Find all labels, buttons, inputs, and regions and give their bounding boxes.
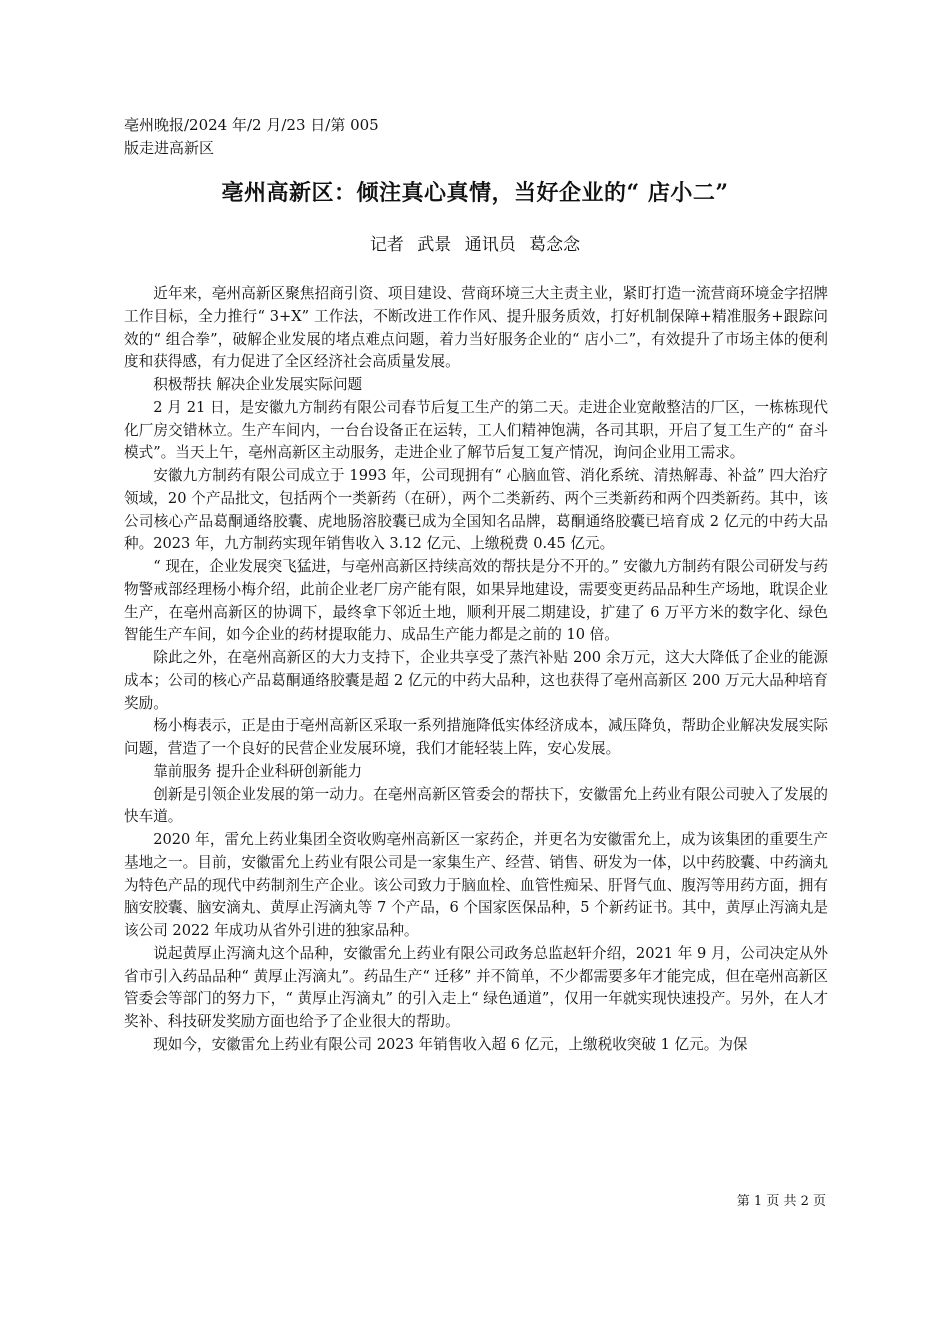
source-line-1: 亳州晚报/2024 年/2 月/23 日/第 005 — [124, 116, 379, 134]
paragraph: 安徽九方制药有限公司成立于 1993 年，公司现拥有“ 心脑血管、消化系统、清热解毒、补益” 四大治疗领域，20 个产品批文，包括两个一类新药（在研），两个二类新药、两个三类新药和两个四类新药。其中，该公司核心产品葛酮通络胶囊、虎地肠溶胶囊已成为全国知名品牌，葛酮通络胶囊已培育成 2 亿元的中药大品种。2023 年，九方制药实现年销售收入 3.12 亿元、上缴税费 0.45 亿元。 — [124, 467, 828, 553]
section-heading: 靠前服务 提升企业科研创新能力 — [153, 762, 363, 780]
page-indicator: 第 1 页 共 2 页 — [736, 1194, 826, 1209]
paragraph: 2020 年，雷允上药业集团全资收购亳州高新区一家药企，并更名为安徽雷允上，成为该集团的重要生产基地之一。目前，安徽雷允上药业有限公司是一家集生产、经营、销售、研发为一体，以中药胶囊、中药滴丸为特色产品的现代中药制剂生产企业。该公司致力于脑血栓、血管性痴呆、肝肾气血、腹泻等用药方面，拥有脑安胶囊、脑安滴丸、黄厚止泻滴丸等 7 个产品，6 个国家医保品种，5 个新药证书。其中，黄厚止泻滴丸是该公司 2022 年成功从省外引进的独家品种。 — [124, 831, 828, 939]
paragraph: 杨小梅表示，正是由于亳州高新区采取一系列措施降低实体经济成本，减压降负，帮助企业解决发展实际问题，营造了一个良好的民营企业发展环境，我们才能轻装上阵，安心发展。 — [124, 717, 828, 757]
source-line-2: 版走进高新区 — [124, 139, 215, 157]
paragraph: 除此之外，在亳州高新区的大力支持下，企业共享受了蒸汽补贴 200 余万元，这大大降低了企业的能源成本；公司的核心产品葛酮通络胶囊是超 2 亿元的中药大品种，这也获得了亳州高新区 200 万元大品种培育奖励。 — [124, 649, 828, 712]
article-byline: 记者 武景 通讯员 葛念念 — [369, 235, 581, 255]
article-body — [124, 283, 828, 1057]
paragraph: 2 月 21 日，是安徽九方制药有限公司春节后复工生产的第二天。走进企业宽敞整洁的厂区，一栋栋现代化厂房交错林立。生产车间内，一台台设备正在运转，工人们精神饱满，各司其职，开启了复工生产的“ 奋斗模式”。当天上午，亳州高新区主动服务，走进企业了解节后复工复产情况，询问企业用工需求。 — [124, 398, 828, 462]
paragraph: 说起黄厚止泻滴丸这个品种，安徽雷允上药业有限公司政务总监赵轩介绍，2021 年 9 月，公司决定从外省市引入药品品种“ 黄厚止泻滴丸”。药品生产“ 迁移” 并不简单，不少都需要多年才能完成，但在亳州高新区管委会等部门的努力下，“ 黄厚止泻滴丸” 的引入走上“ 绿色通道”，仅用一年就实现快速投产。另外，在人才奖补、科技研发奖励方面也给予了企业很大的帮助。 — [124, 944, 828, 1030]
section-heading: 积极帮扶 解决企业发展实际问题 — [153, 376, 363, 393]
paragraph: “ 现在，企业发展突飞猛进，与亳州高新区持续高效的帮扶是分不开的。” 安徽九方制药有限公司研发与药物警戒部经理杨小梅介绍，此前企业老厂房产能有限，如果异地建设，需要变更药品品种生产场地，耽误企业生产，在亳州高新区的协调下，最终拿下邻近土地，顺利开展二期建设，扩建了 6 万平方米的数字化、绿色智能生产车间，如今企业的药材提取能力、成品生产能力都是之前的 10 倍。 — [124, 558, 828, 644]
paragraph: 创新是引领企业发展的第一动力。在亳州高新区管委会的帮扶下，安徽雷允上药业有限公司驶入了发展的快车道。 — [124, 785, 828, 826]
article-title: 亳州高新区：倾注真心真情，当好企业的“ 店小二” — [221, 180, 729, 206]
paragraph: 现如今，安徽雷允上药业有限公司 2023 年销售收入超 6 亿元，上缴税收突破 1 亿元。为保 — [153, 1035, 748, 1053]
source-info — [124, 114, 424, 160]
paragraph: 近年来，亳州高新区聚焦招商引资、项目建设、营商环境三大主责主业，紧盯打造一流营商环境金字招牌工作目标，全力推行“ 3+X” 工作法，不断改进工作作风、提升服务质效，打好机制保障+精准服务+跟踪问效的“ 组合拳”，破解企业发展的堵点难点问题，着力当好服务企业的“ 店小二”，有效提升了市场主体的便利度和获得感，有力促进了全区经济社会高质量发展。 — [124, 285, 828, 371]
